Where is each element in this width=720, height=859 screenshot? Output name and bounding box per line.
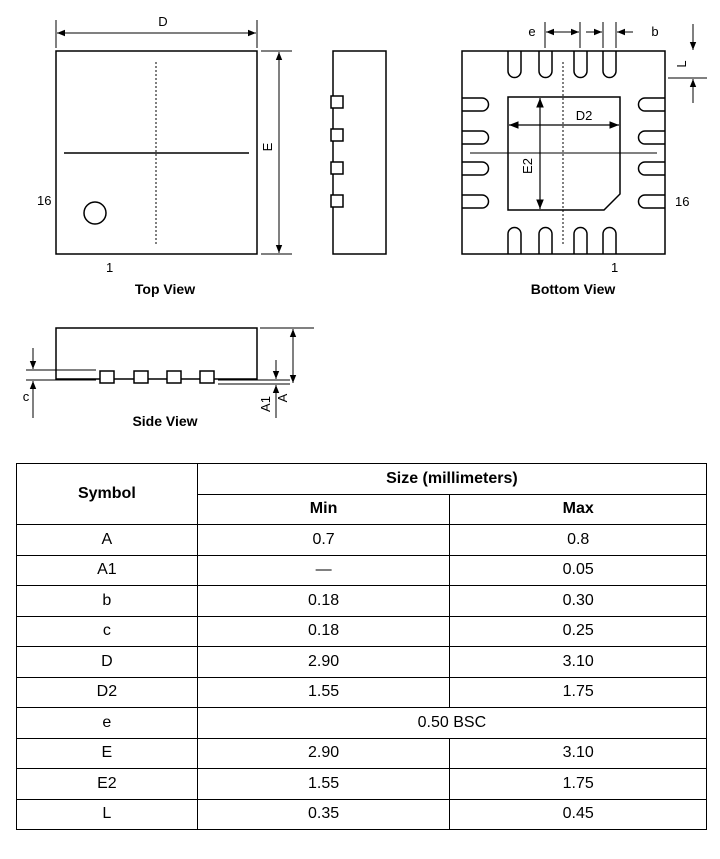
span-cell: 0.50 BSC	[197, 708, 706, 739]
max-cell: 0.8	[450, 525, 707, 556]
pin1-label-top: 1	[106, 260, 114, 275]
bottom-lead	[462, 98, 489, 111]
dim-b-label: b	[651, 24, 659, 39]
max-cell: 1.75	[450, 769, 707, 800]
symbol-cell: A1	[17, 555, 198, 586]
end-view-pad	[331, 96, 343, 108]
top-view	[37, 14, 292, 297]
bottom-lead	[462, 195, 488, 208]
side-view	[23, 328, 314, 429]
min-cell: —	[197, 555, 450, 586]
max-cell: 0.30	[450, 586, 707, 617]
max-cell: 0.45	[450, 799, 707, 830]
end-view	[331, 51, 386, 254]
symbol-cell: b	[17, 586, 198, 617]
max-cell: 0.05	[450, 555, 707, 586]
dim-A-label: A	[275, 393, 290, 403]
pin1-label-bottom: 1	[611, 260, 619, 275]
table-row	[17, 769, 707, 800]
table-row	[17, 738, 707, 769]
bottom-lead	[539, 51, 552, 78]
bottom-lead	[639, 195, 665, 208]
table-row	[17, 555, 707, 586]
min-cell: 0.7	[197, 525, 450, 556]
dim-L-label: L	[674, 60, 689, 68]
min-cell: 2.90	[197, 738, 450, 769]
min-cell: 1.55	[197, 769, 450, 800]
symbol-cell: L	[17, 799, 198, 830]
side-view-body	[56, 328, 257, 379]
end-view-body	[333, 51, 386, 254]
table-row	[17, 677, 707, 708]
bottom-lead	[462, 162, 489, 175]
bottom-view-caption: Bottom View	[530, 281, 616, 297]
dim-c-label: c	[22, 389, 30, 404]
max-header: Max	[450, 494, 707, 525]
table-header-row	[17, 464, 707, 495]
bottom-lead	[508, 228, 521, 255]
symbol-cell: E2	[17, 769, 198, 800]
symbol-cell: D2	[17, 677, 198, 708]
symbol-cell: E	[17, 738, 198, 769]
symbol-cell: e	[17, 708, 198, 739]
dim-A1-label: A1	[258, 396, 273, 412]
bottom-lead	[603, 51, 616, 78]
symbol-cell: c	[17, 616, 198, 647]
side-view-pad	[167, 371, 181, 383]
symbol-cell: A	[17, 525, 198, 556]
max-cell: 3.10	[450, 738, 707, 769]
min-cell: 0.18	[197, 586, 450, 617]
max-cell: 3.10	[450, 647, 707, 678]
pin16-label-top: 16	[37, 193, 52, 208]
min-header: Min	[197, 494, 450, 525]
dim-E-label: E	[260, 142, 275, 152]
size-header: Size (millimeters)	[197, 464, 706, 495]
bottom-lead	[539, 228, 552, 255]
bottom-lead	[462, 131, 489, 144]
bottom-lead	[574, 51, 587, 78]
min-cell: 2.90	[197, 647, 450, 678]
min-cell: 0.18	[197, 616, 450, 647]
table-row	[17, 647, 707, 678]
dim-D2-label: D2	[575, 108, 593, 123]
bottom-view	[462, 22, 707, 297]
top-view-caption: Top View	[134, 281, 196, 297]
table-row	[17, 799, 707, 830]
side-view-pad	[200, 371, 214, 383]
symbol-cell: D	[17, 647, 198, 678]
end-view-pad	[331, 195, 343, 207]
dimensions-table	[16, 463, 707, 830]
bottom-lead	[574, 228, 587, 255]
bottom-lead	[639, 131, 666, 144]
side-view-pad	[134, 371, 148, 383]
bottom-lead	[603, 228, 616, 255]
table-row	[17, 525, 707, 556]
symbol-header: Symbol	[17, 464, 198, 525]
dim-e-label: e	[528, 24, 536, 39]
side-view-pad	[100, 371, 114, 383]
dim-E2-label: E2	[520, 158, 535, 174]
side-view-caption: Side View	[132, 413, 198, 429]
table-row	[17, 586, 707, 617]
dim-D-label: D	[158, 14, 168, 29]
bottom-lead	[639, 98, 666, 111]
table-row	[17, 616, 707, 647]
bottom-lead	[508, 51, 521, 78]
end-view-pad	[331, 129, 343, 141]
end-view-pad	[331, 162, 343, 174]
pin16-label-bottom: 16	[675, 194, 690, 209]
max-cell: 0.25	[450, 616, 707, 647]
min-cell: 1.55	[197, 677, 450, 708]
pin1-marker	[84, 202, 106, 224]
table-row	[17, 708, 707, 739]
max-cell: 1.75	[450, 677, 707, 708]
bottom-lead	[639, 162, 666, 175]
min-cell: 0.35	[197, 799, 450, 830]
